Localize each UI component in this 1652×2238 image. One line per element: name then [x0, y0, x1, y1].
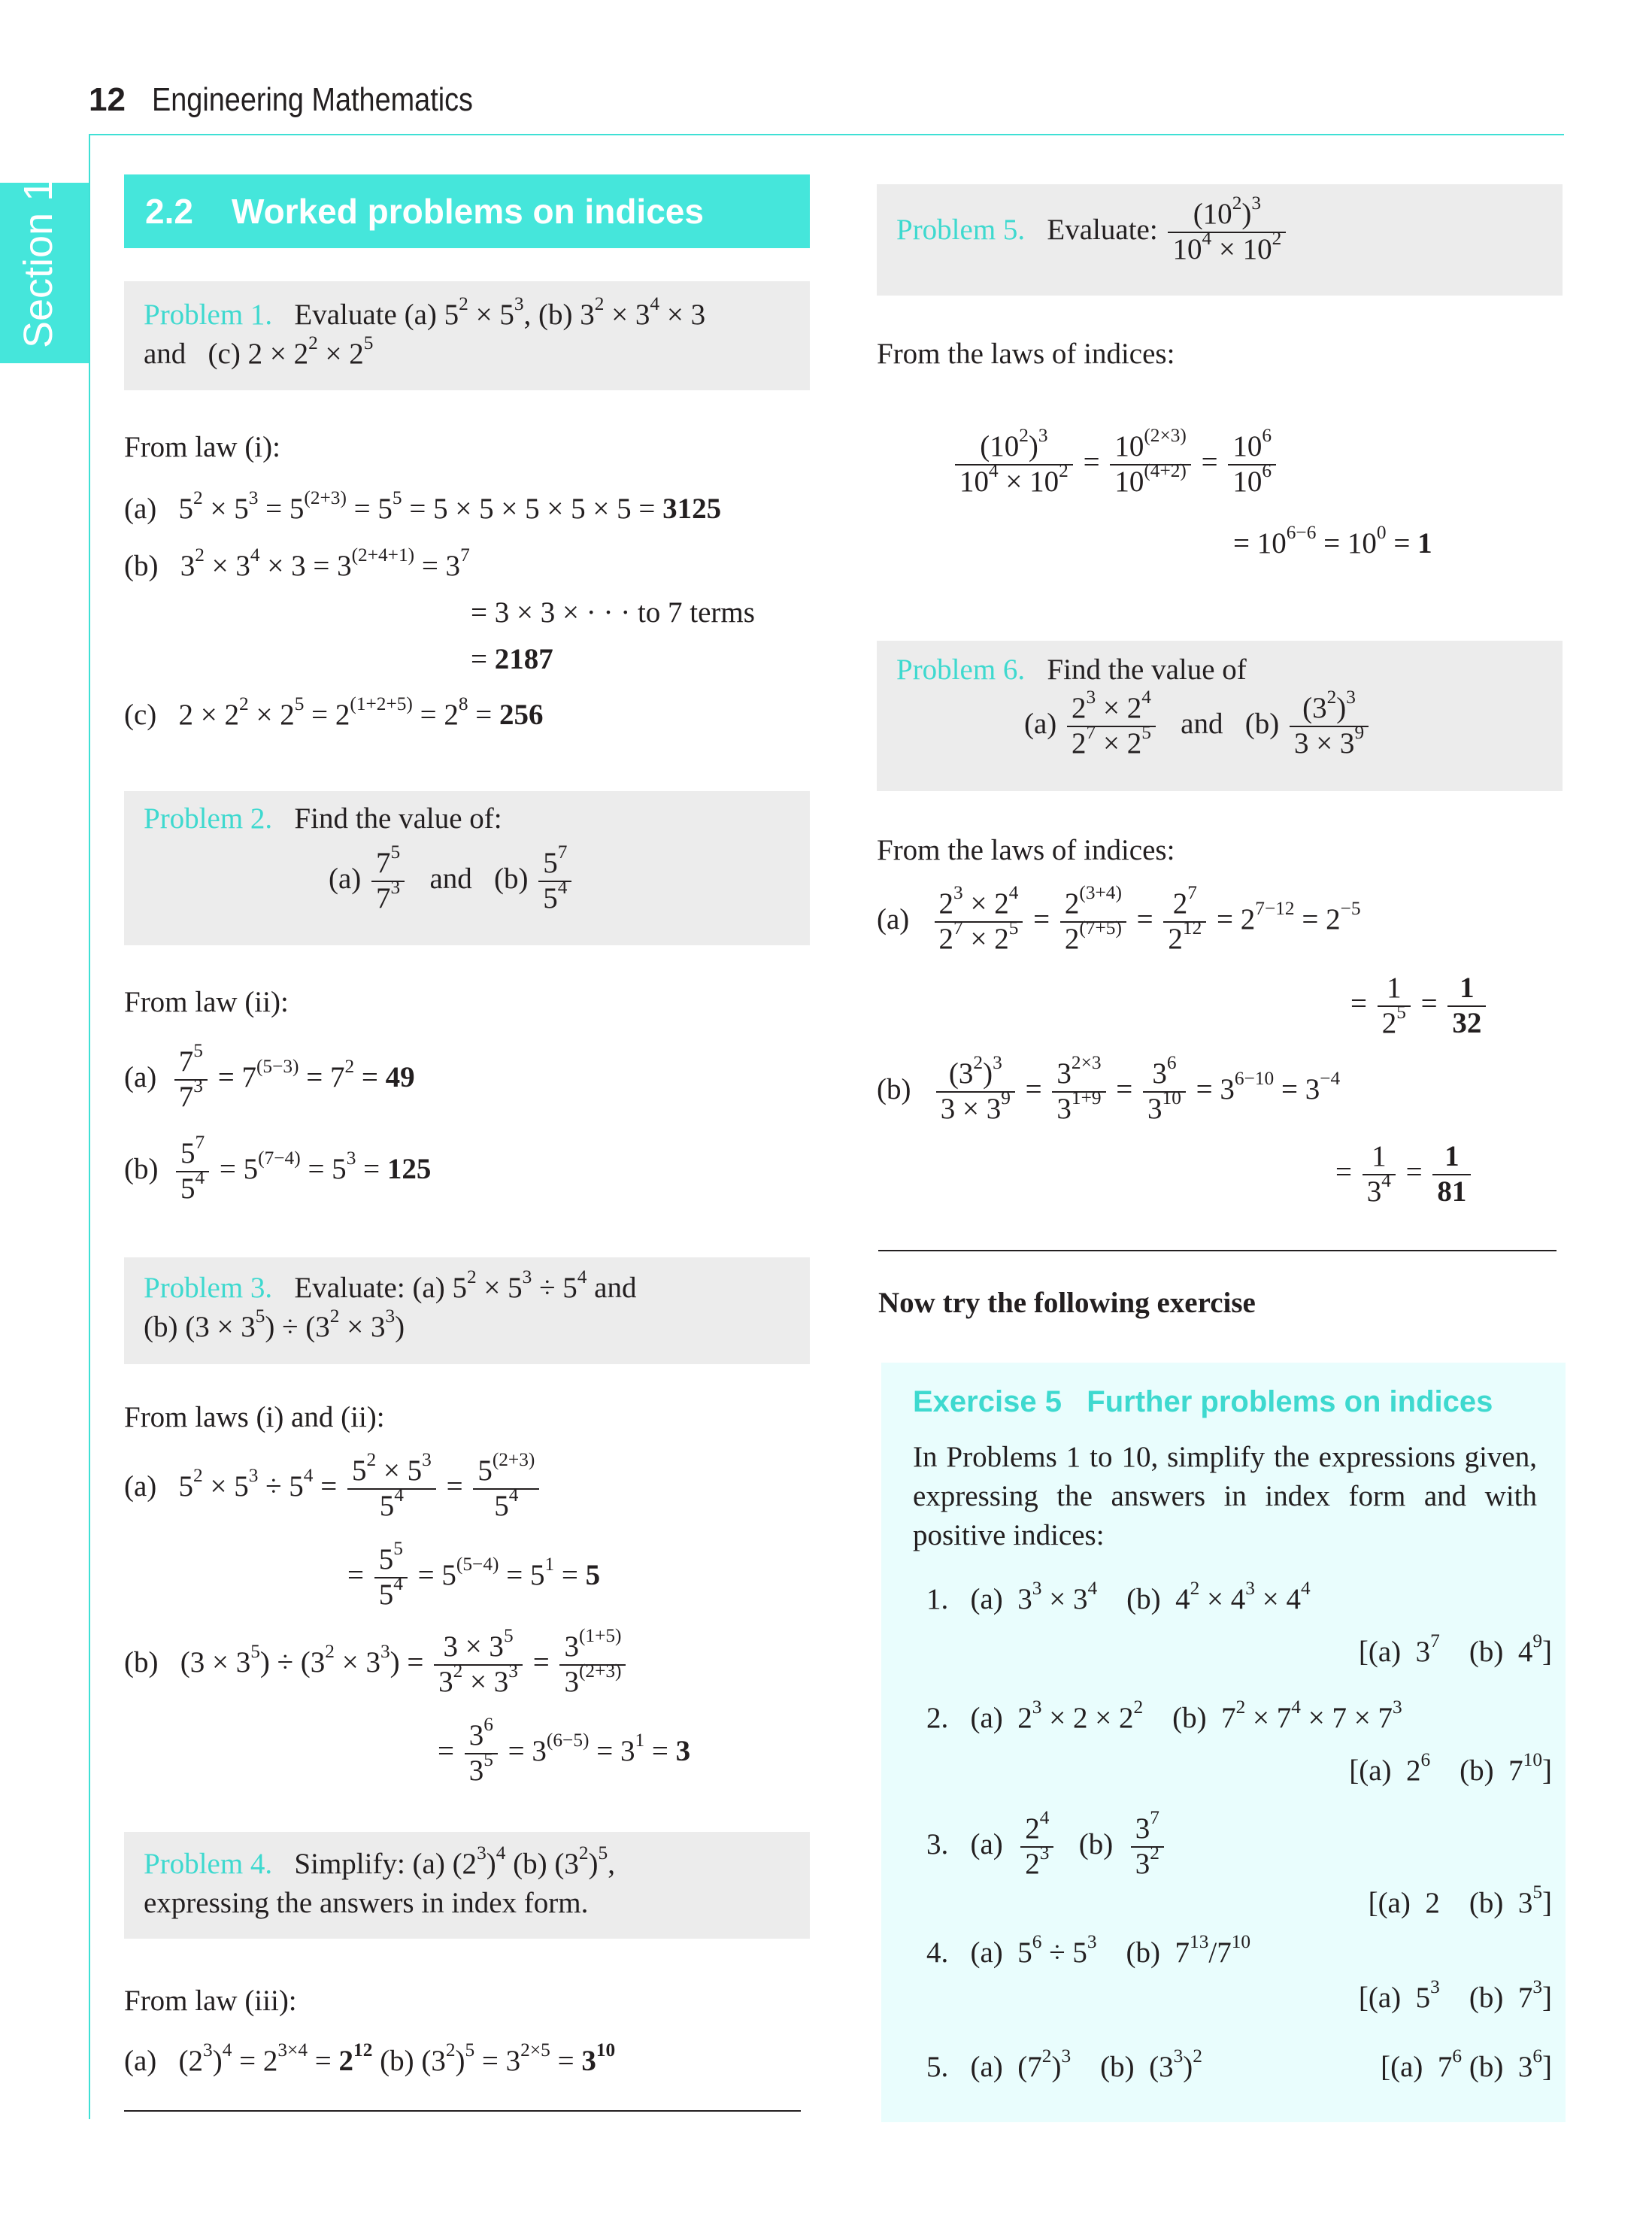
exercise-answer-4: [(a) $5^3$ (b) $7^3$] [1358, 1976, 1552, 2014]
problem-2-a: (a) $\frac{7^5}{7^3}$ = $7^{(5-3)} = 7^2 = 49$ [124, 1040, 415, 1113]
right-column-rule [878, 1250, 1557, 1251]
problem-3-text: Evaluate: [294, 1272, 405, 1304]
problem-5-intro: From the laws of indices: [877, 338, 1175, 370]
problem-5-label: Problem 5. [896, 213, 1026, 246]
exercise-item-3: 3. (a) $\frac{2^4}{2^3}$ (b) $\frac{3^7}{3^2}$ [926, 1812, 1167, 1882]
exercise-answer-2: [(a) $2^6$ (b) $7^{10}$] [1349, 1749, 1552, 1787]
exercise-item-2: 2. (a) $2^3 \times 2 \times 2^2$ (b) $7^2 \times 7^4 \times 7 \times 7^3$ [926, 1697, 1402, 1734]
exercise-answer-5: [(a) $7^6$ (b) $3^6$] [1381, 2045, 1552, 2083]
section-tab [0, 178, 89, 363]
margin-rule [89, 134, 90, 2119]
section-title: Worked problems on indices [232, 192, 704, 231]
left-column-end-rule [124, 2110, 801, 2112]
problem-2-text: Find the value of: [294, 802, 502, 835]
problem-5-work-line2: = $10^{6-6} = 10^0 = 1$ [1233, 522, 1432, 560]
problem-6-intro: From the laws of indices: [877, 834, 1175, 866]
section-tab-label: Section 1 [16, 178, 61, 348]
result-5: 1 [1417, 527, 1432, 560]
problem-5-box: Problem 5. Evaluate: $\frac{(10^2)^3}{10^4 \times 10^2}$ [877, 184, 1563, 296]
problem-3-label: Problem 3. [144, 1272, 273, 1304]
problem-1-a: (a) $5^2 \times 5^3 = 5^{(2+3)} = 5^5 = 5 \times 5 \times 5 \times 5 \times 5 = 3125$ [124, 487, 722, 525]
result-6b: 81 [1437, 1175, 1467, 1208]
exercise-label: Exercise 5 [913, 1385, 1062, 1418]
result-2b: 125 [386, 1152, 432, 1185]
result-3b: 3 [675, 1734, 691, 1767]
exercise-item-1: 1. (a) $3^3 \times 3^4$ (b) $4^2 \times 4^3 \times 4^4$ [926, 1578, 1311, 1615]
header-rule [89, 134, 1564, 135]
problem-1-box: Problem 1. Evaluate (a) $5^2 \times 5^3$, (b) $3^2 \times 3^4 \times 3$ and (c) $2 \times 2^2 \times 2^5$ [124, 281, 810, 390]
problem-6-b-line2: = $\frac{1}{3^4}$ = $\frac{1}{81}$ [1335, 1140, 1474, 1209]
problem-4-intro: From law (iii): [124, 1985, 297, 2017]
problem-4-answer: (a) $(2^3)^4 = 2^{3\times 4} = 2^{12}$ (b) $(3^2)^5 = 3^{2\times 5} = 3^{10}$ [124, 2039, 616, 2077]
exercise-box [881, 1363, 1566, 2122]
result-1b: 2187 [494, 643, 553, 675]
problem-5-text: Evaluate: [1047, 213, 1158, 246]
problem-2-label: Problem 2. [144, 802, 273, 835]
problem-1-b-line2: = 3 × 3 × · · · to 7 terms [471, 596, 755, 629]
exercise-item-4: 4. (a) $5^6 \div 5^3$ (b) $7^{13}/7^{10}$ [926, 1931, 1251, 1969]
problem-3-a: (a) $5^2 \times 5^3 \div 5^4$ = $\frac{5^2 \times 5^3}{5^4}$ = $\frac{5^{(2+3)}}{5^4}$ [124, 1454, 542, 1524]
problem-4-box: Problem 4. Simplify: (a) $(2^3)^4$ (b) $(3^2)^5$, expressing the answers in index form. [124, 1832, 810, 1939]
page-number: 12 [89, 81, 126, 118]
result-2a: 49 [385, 1060, 415, 1093]
exercise-instructions: In Problems 1 to 10, simplify the expressions given, expressing the answers in index form and with positive indices: [913, 1441, 1537, 1551]
problem-1-b: (b) $3^2 \times 3^4 \times 3 = 3^{(2+4+1)} = 3^7$ [124, 544, 470, 582]
problem-1-label: Problem 1. [144, 299, 273, 331]
problem-1-text: Evaluate [294, 299, 397, 331]
problem-1-intro: From law (i): [124, 431, 280, 463]
now-try-heading: Now try the following exercise [878, 1287, 1256, 1319]
problem-3-b-line2: = $\frac{3^6}{3^5}$ = $3^{(6-5)} = 3^1 = 3$ [438, 1714, 691, 1787]
problem-3-b: (b) $(3 \times 3^5) \div (3^2 \times 3^3)$ = $\frac{3 \times 3^5}{3^2 \times 3^3}$ = $\frac{3^{(1+5)}}{3^{(2+3)}}$ [124, 1630, 629, 1700]
exercise-answer-3: [(a) 2 (b) $3^5$] [1368, 1882, 1552, 1919]
problem-6-a: (a) $\frac{2^3 \times 2^4}{2^7 \times 2^5}$ = $\frac{2^{(3+4)}}{2^{(7+5)}}$ = $\frac{2^7}{2^{12}}$ = $2^{7-12} = 2^{-5}$ [877, 882, 1361, 955]
exercise-answer-1: [(a) $3^7$ (b) $4^9$] [1358, 1630, 1552, 1668]
problem-3-intro: From laws (i) and (ii): [124, 1401, 385, 1433]
book-title: Engineering Mathematics [152, 81, 473, 118]
problem-6-box: Problem 6. Find the value of (a) $\frac{2^3 \times 2^4}{2^7 \times 2^5}$ and (b) $\frac{(3^2)^3}{3 \times 3^9}$ [877, 641, 1563, 791]
problem-1-c: (c) $2 \times 2^2 \times 2^5 = 2^{(1+2+5)} = 2^8 = 256$ [124, 693, 544, 731]
problem-4-label: Problem 4. [144, 1848, 273, 1880]
problem-4-text2: expressing the answers in index form. [144, 1887, 589, 1919]
problem-3-box: Problem 3. Evaluate: (a) $5^2 \times 5^3 \div 5^4$ and (b) $(3 \times 3^5) \div (3^2 \times 3^3)$ [124, 1257, 810, 1364]
problem-3-a-line2: = $\frac{5^5}{5^4}$ = $5^{(5-4)} = 5^1 = 5$ [347, 1538, 601, 1611]
problem-4-text: Simplify: [294, 1848, 405, 1880]
result-1a: 3125 [662, 493, 722, 525]
problem-2-box: Problem 2. Find the value of: (a) $\frac{7^5}{7^3}$ and (b) $\frac{5^7}{5^4}$ [124, 791, 810, 945]
section-heading [124, 174, 810, 248]
problem-6-label: Problem 6. [896, 654, 1026, 686]
problem-2-b: (b) $\frac{5^7}{5^4}$ = $5^{(7-4)} = 5^3 = 125$ [124, 1132, 432, 1205]
exercise-item-5: 5. (a) $(7^2)^3$ (b) $(3^3)^2$ [926, 2045, 1202, 2083]
problem-1-b-line3: = 2187 [471, 643, 553, 675]
problem-2-intro: From law (ii): [124, 986, 289, 1018]
result-6a: 32 [1452, 1006, 1482, 1039]
problem-5-work: $\frac{(10^2)^3}{10^4 \times 10^2}$ = $\frac{10^{(2\times 3)}}{10^{(4+2)}}$ = $\frac{10^6}{10^6}$ [952, 430, 1279, 499]
exercise-title: Further problems on indices [1087, 1385, 1493, 1418]
problem-6-text: Find the value of [1047, 654, 1247, 686]
problem-6-a-line2: = $\frac{1}{2^5}$ = $\frac{1}{32}$ [1350, 972, 1489, 1041]
result-3a: 5 [585, 1558, 601, 1591]
problem-6-b: (b) $\frac{(3^2)^3}{3 \times 3^9}$ = $\frac{3^{2\times 3}}{3^{1+9}}$ = $\frac{3^6}{3^{10}}$ = $3^{6-10} = 3^{-4}$ [877, 1052, 1341, 1125]
result-1c: 256 [499, 699, 544, 731]
section-number: 2.2 [145, 192, 193, 231]
